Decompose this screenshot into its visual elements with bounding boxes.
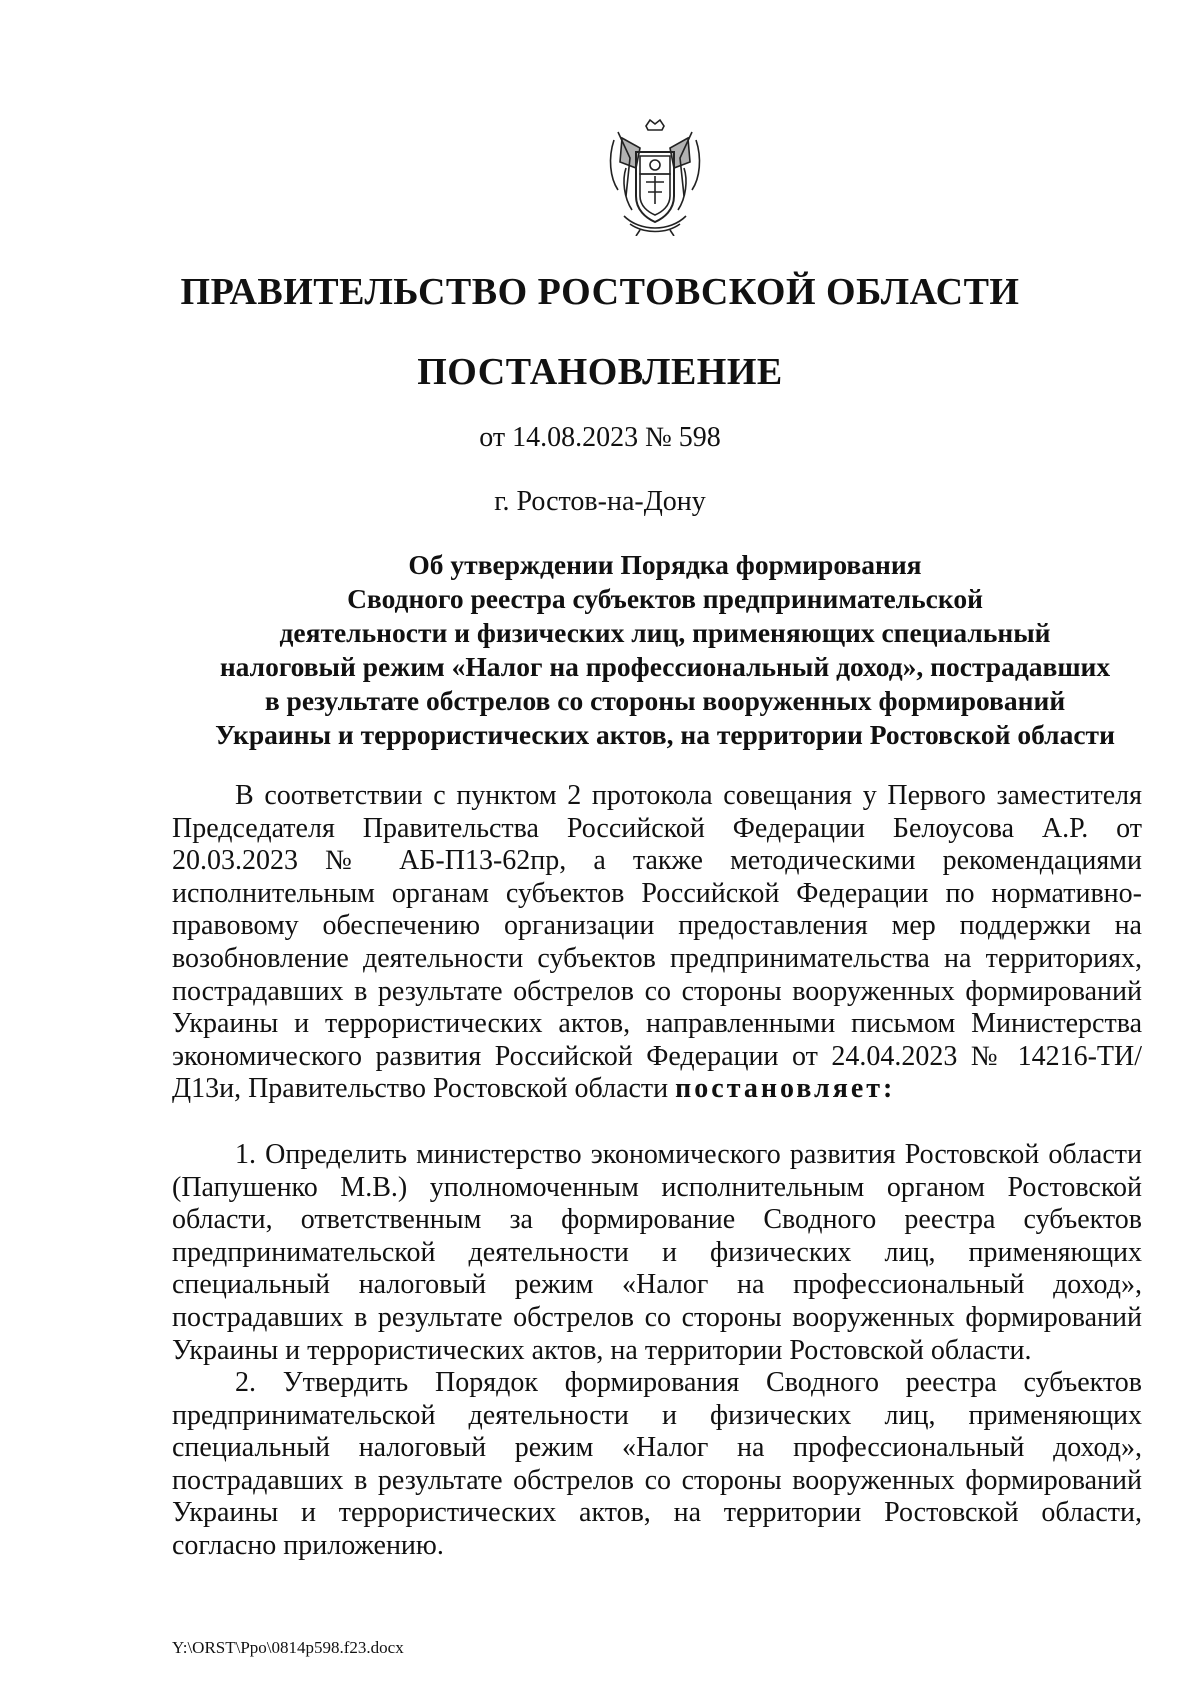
document-type: ПОСТАНОВЛЕНИЕ [417, 351, 783, 393]
subject-line: Об утверждении Порядка формирования [408, 549, 922, 580]
subject-line: в результате обстрелов со стороны вооруженных формирований [264, 685, 1066, 716]
document-place: г. Ростов-на-Дону [494, 486, 706, 517]
coat-of-arms-icon [600, 118, 710, 236]
document-body [172, 780, 1142, 1563]
item-1-paragraph: 1. Определить министерство экономического развития Ростовской области (Папушенко М.В.) уполномоченным исполнительным органом Ростовской области, ответственным за формирование Сводного реестра субъектов предпринимательской деятельности и физических лиц, применяющих специальный налоговый режим «Налог на профессиональный доход», пострадавших в результате обстрелов со стороны вооруженных формирований Украины и террористических актов, на территории Ростовской области. [172, 1138, 1142, 1366]
subject-line: Украины и террористических актов, на территории Ростовской области [215, 719, 1115, 750]
subject-line: налоговый режим «Налог на профессиональный доход», пострадавших [219, 651, 1111, 682]
document-subject [140, 548, 1190, 752]
item-2-paragraph: 2. Утвердить Порядок формирования Сводного реестра субъектов предпринимательской деятельности и физических лиц, применяющих специальный налоговый режим «Налог на профессиональный доход», пострадавших в результате обстрелов со стороны вооруженных формирований Украины и террористических актов, на территории Ростовской области, согласно приложению. [172, 1367, 1142, 1562]
subject-line: деятельности и физических лиц, применяющих специальный [279, 617, 1051, 648]
organization-title: ПРАВИТЕЛЬСТВО РОСТОВСКОЙ ОБЛАСТИ [180, 271, 1020, 313]
preamble-paragraph [172, 780, 1142, 1106]
document-date-number: от 14.08.2023 № 598 [479, 422, 721, 453]
file-path-footer: Y:\ORST\Ppo\0814p598.f23.docx [172, 1638, 404, 1657]
subject-line: Сводного реестра субъектов предпринимательской [347, 583, 983, 614]
decree-word: постановляет: [675, 1073, 896, 1105]
preamble-text: В соответствии с пунктом 2 протокола совещания у Первого заместителя Председателя Правительства Российской Федерации Белоусова А.Р. от 20.03.2023 № АБ-П13-62пр, а также методическими рекомендациями исполнительным органам субъектов Российской Федерации по нормативно-правовому обеспечению организации предоставления мер поддержки на возобновление деятельности субъектов предпринимательства на территориях, пострадавших в результате обстрелов со стороны вооруженных формирований Украины и террористических актов, направленными письмом Министерства экономического развития Российской Федерации от 24.04.2023 № 14216-ТИ/Д13и, Правительство Ростовской области [172, 780, 1142, 1105]
